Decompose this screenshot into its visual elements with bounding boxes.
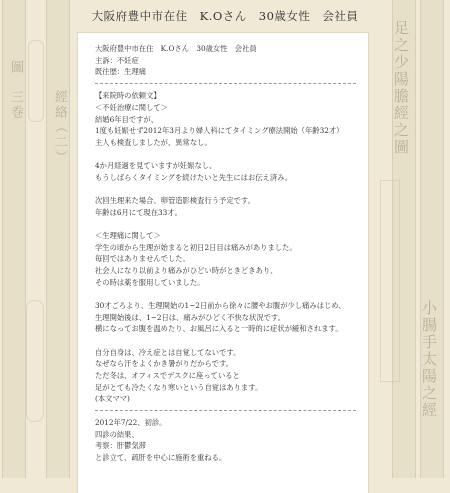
text-line: 社会人になり以前より痛みがひどい時がときどきあり、: [95, 266, 278, 276]
text-line: 結婚6年目ですが、: [95, 114, 159, 124]
text-line: 次回生理来た場合、卵管造影検査行う予定です。: [95, 196, 255, 206]
text-line: 四診の結果、: [95, 429, 139, 439]
text-line: 【来院時の依頼文】: [95, 91, 161, 101]
text-line: 1度も妊娠せず2012年3月より婦人科にてタイミング療法開始（年齢32才）: [95, 126, 344, 136]
first-visit-notes: [95, 417, 356, 464]
profile-line: 主訴：不妊症: [95, 55, 139, 65]
text-line: 年齢は6月にて現在33才。: [95, 207, 182, 217]
text-line: と診立て、疏肝を中心に施術を重ねる。: [95, 453, 227, 463]
text-line: ＜生理痛に関して＞: [95, 230, 161, 240]
text-line: 毎回ではありませんでした。: [95, 254, 190, 264]
text-line: 横になってお腹を温めたり、お風呂に入ると一時的に症状が緩和されます。: [95, 324, 343, 334]
profile-line: 大阪府豊中市在住 K.Oさん 30歳女性 会社員: [95, 44, 257, 53]
text-line: ただ冬は、オフィスでデスクに座っていると: [95, 370, 240, 380]
background-text: 經絡（二）: [52, 90, 67, 165]
divider: [95, 83, 356, 84]
request-letter: [95, 90, 356, 405]
text-line: なぜなら汗をよくかき暑がりだからです。: [95, 359, 233, 369]
text-line: その時は薬を服用していました。: [95, 277, 205, 287]
blank-line: [95, 288, 356, 300]
text-line: ＜不妊治療に関して＞: [95, 102, 168, 112]
background-ornament: [26, 300, 44, 422]
text-line: 足がとても冷たくなり寒いという自覚はあります。: [95, 382, 263, 392]
text-line: 4か月経過を見ていますが妊娠なし、: [95, 161, 217, 171]
text-line: 30才ごろより、生理開始の1~2日前から徐々に腰やお腹が少し痛みはじめ、: [95, 300, 346, 310]
background-text: 圖 三巻: [8, 60, 23, 120]
text-line: (本文ママ): [95, 394, 130, 404]
case-report-card: [78, 33, 368, 493]
text-line: 自分自身は、冷え症とは自覚してないです。: [95, 347, 241, 357]
divider: [95, 410, 356, 411]
profile-line: 既往歴：生理痛: [95, 67, 147, 77]
blank-line: [95, 335, 356, 347]
page-title: 大阪府豊中市在住 K.Oさん 30歳女性 会社員: [91, 9, 359, 23]
text-line: 考察：肝鬱気滞: [95, 441, 147, 451]
text-line: もうしばらくタイミングを続けたいと先生にはお伝え済み。: [95, 172, 293, 182]
text-line: 2012年7/22、初診。: [95, 418, 167, 428]
blank-line: [95, 184, 356, 196]
background-text: 足之少陽膽經之圖: [392, 20, 410, 156]
text-line: 学生の頃から生理が始まると初日2日目は痛みがありました。: [95, 242, 297, 252]
blank-line: [95, 218, 356, 230]
background-panel: [46, 0, 70, 478]
background-text: 小腸手太陽之經: [420, 300, 438, 419]
text-line: 生理開始後は、1~2日は、痛みがひどく不快な状況です。: [95, 312, 285, 322]
background-ornament: [28, 40, 44, 122]
blank-line: [95, 149, 356, 161]
text-line: 主人も検査しましたが、異常なし。: [95, 137, 212, 147]
background-ornament: [380, 180, 400, 382]
